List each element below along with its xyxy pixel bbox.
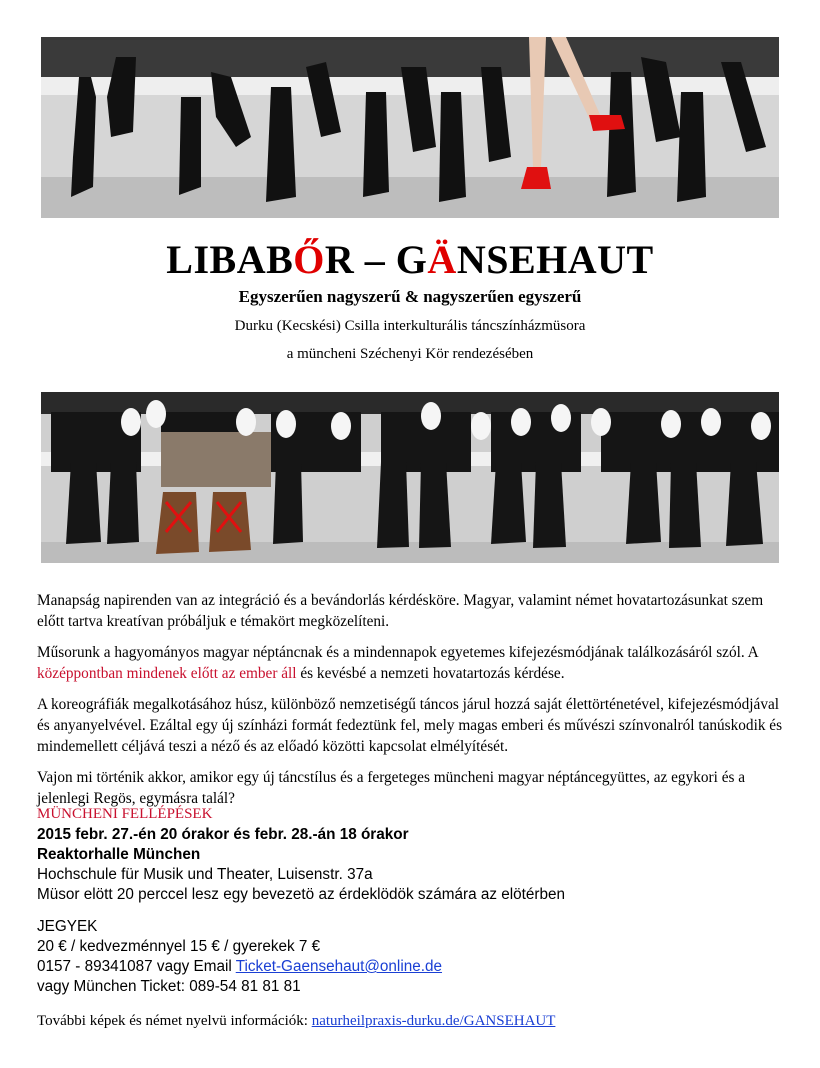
- organizer-line: a müncheni Széchenyi Kör rendezésében: [286, 346, 534, 362]
- website-link[interactable]: naturheilpraxis-durku.de/GANSEHAUT: [311, 1013, 556, 1029]
- top-photo-boots: [41, 37, 779, 218]
- middle-photo-dancers: [41, 392, 779, 563]
- event-venue: Reaktorhalle München: [37, 846, 201, 863]
- tickets-heading: JEGYEK: [37, 918, 98, 935]
- event-dates: 2015 febr. 27.-én 20 órakor és febr. 28.-án 18 órakor: [37, 826, 409, 843]
- page-title: LIBABŐR – GÄNSEHAUT: [166, 237, 654, 282]
- description-text: [37, 590, 787, 819]
- paragraph-2: Műsorunk a hagyományos magyar néptáncnak és a mindennapok egyetemes kifejezésmódjának találkozásáról szól. A középpontban mindenek előtt az ember áll és kevésbé a nemzeti hovatartozás kérdése.: [37, 644, 758, 682]
- events-block: [37, 825, 565, 905]
- event-address: Hochschule für Musik und Theater, Luisenstr. 37a: [37, 866, 373, 883]
- highlight-text: középpontban mindenek előtt az ember áll: [37, 665, 297, 682]
- subtitle: Egyszerűen nagyszerű & nagyszerűen egyszerű: [238, 287, 582, 306]
- paragraph-3: A koreográfiák megalkotásához húsz, különböző nemzetiségű táncos járul hozzá saját élettörténetével, kifejezésmódjával és anyanyelvével. Ezáltal egy új színházi formát fedeztünk fel, mely magas emberi és művészi színvonalról tanúskodik és mindemellett céljává teszi a néző és az előadó közötti kapcsolat elmélyítését.: [37, 696, 783, 755]
- ticket-email-link[interactable]: Ticket-Gaensehaut@online.de: [235, 958, 443, 975]
- event-note: Müsor elött 20 perccel lesz egy bevezetö az érdeklödök számára az elötérben: [37, 886, 566, 903]
- ticket-contact: 0157 - 89341087 vagy Email Ticket-Gaensehaut@online.de: [37, 958, 443, 975]
- paragraph-1: Manapság napirenden van az integráció és a bevándorlás kérdésköre. Magyar, valamint német hovatartozásunkat szem előtt tartva kreatívan próbáljuk e témakört megközelíteni.: [37, 592, 764, 630]
- ticket-prices: 20 € / kedvezménnyel 15 € / gyerekek 7 €: [37, 938, 321, 955]
- program-description: Durku (Kecskési) Csilla interkulturális táncszínházmüsora: [234, 318, 586, 334]
- events-heading: MÜNCHENI FELLÉPÉSEK: [37, 806, 213, 822]
- paragraph-4: Vajon mi történik akkor, amikor egy új táncstílus és a fergeteges müncheni magyar néptáncegyüttes, az egykori és a jelenlegi Regös, egymásra talál?: [37, 769, 746, 807]
- tickets-block: [37, 917, 442, 997]
- muenchen-ticket: vagy München Ticket: 089-54 81 81 81: [37, 978, 301, 995]
- more-info: További képek és német nyelvü információk: naturheilpraxis-durku.de/GANSEHAUT: [37, 1013, 556, 1029]
